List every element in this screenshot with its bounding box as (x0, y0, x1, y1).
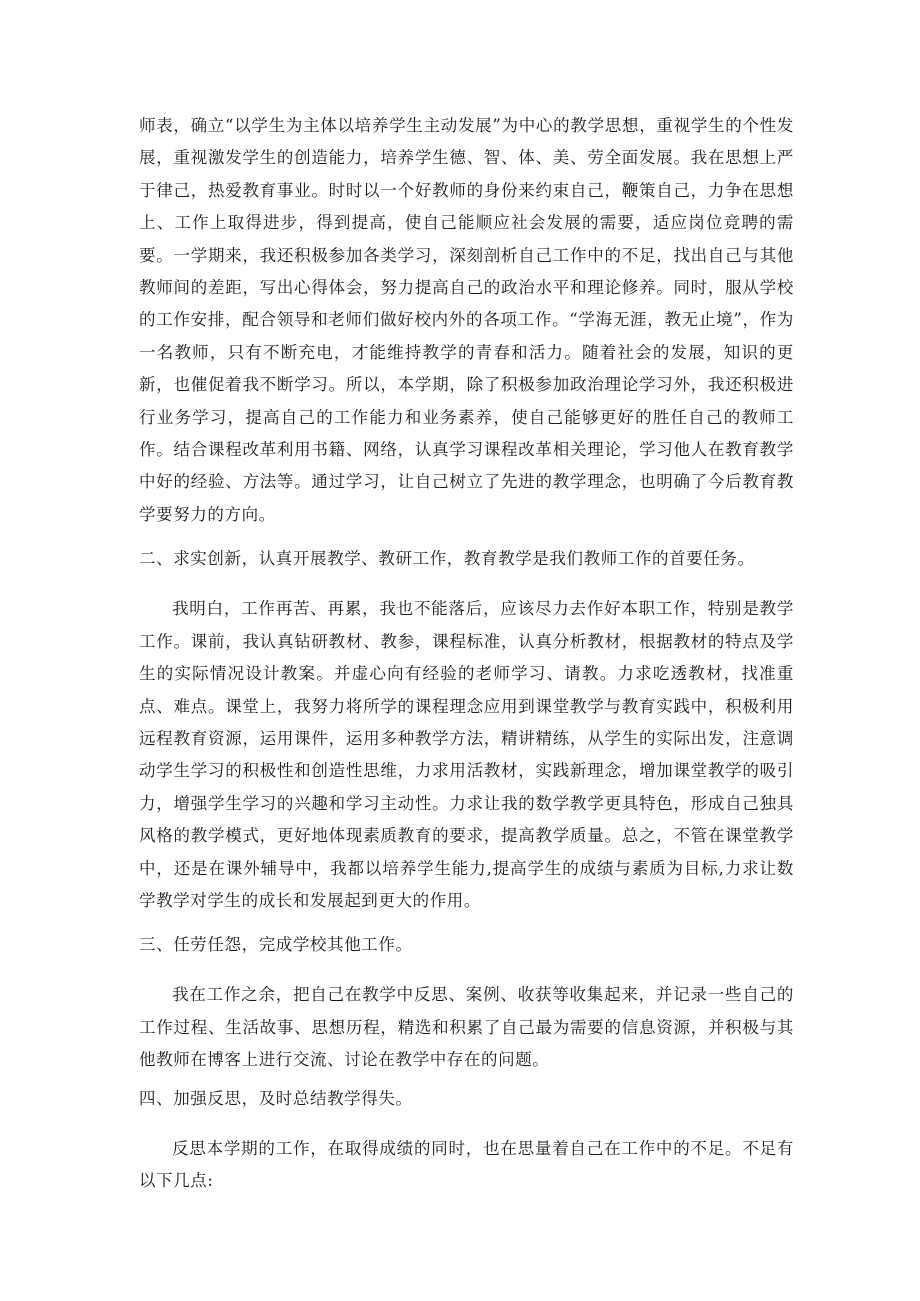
body-paragraph: 反思本学期的工作，在取得成绩的同时，也在思量着自己在工作中的不足。不足有以下几点: (139, 1138, 794, 1190)
document-page (139, 110, 794, 1197)
section-heading: 三、任劳任怨，完成学校其他工作。 (139, 935, 413, 955)
body-paragraph: 我明白，工作再苦、再累，我也不能落后，应该尽力去作好本职工作，特别是教学工作。课前，我认真钻研教材、教参，课程标准，认真分析教材，根据教材的特点及学生的实际情况设计教案。并虚心向有经验的老师学习、请教。力求吃透教材，找准重点、难点。课堂上，我努力将所学的课程理念应用到课堂教学与教育实践中，积极利用远程教育资源，运用课件，运用多种教学方法，精讲精练，从学生的实际出发，注意调动学生学习的积极性和创造性思维，力求用活教材，实践新理念，增加课堂教学的吸引力，增强学生学习的兴趣和学习主动性。力求让我的数学教学更具特色，形成自己独具风格的教学模式，更好地体现素质教育的要求，提高教学质量。总之，不管在课堂教学中，还是在课外辅导中，我都以培养学生能力,提高学生的成绩与素质为目标,力求让数学教学对学生的成长和发展起到更大的作用。 (139, 599, 794, 910)
section-heading: 二、求实创新，认真开展教学、教研工作，教育教学是我们教师工作的首要任务。 (139, 549, 755, 569)
section-heading: 四、加强反思，及时总结教学得失。 (139, 1088, 413, 1108)
body-paragraph: 师表，确立“以学生为主体以培养学生主动发展”为中心的教学思想，重视学生的个性发展，重视激发学生的创造能力，培养学生德、智、体、美、劳全面发展。我在思想上严于律己，热爱教育事业。时时以一个好教师的身份来约束自己，鞭策自己，力争在思想上、工作上取得进步，得到提高，使自己能顺应社会发展的需要，适应岗位竞聘的需要。一学期来，我还积极参加各类学习，深刻剖析自己工作中的不足，找出自己与其他教师间的差距，写出心得体会，努力提高自己的政治水平和理论修养。同时，服从学校的工作安排，配合领导和老师们做好校内外的各项工作。“学海无涯，教无止境”，作为一名教师，只有不断充电，才能维持教学的青春和活力。随着社会的发展，知识的更新，也催促着我不断学习。所以，本学期，除了积极参加政治理论学习外，我还积极进行业务学习，提高自己的工作能力和业务素养，使自己能够更好的胜任自己的教师工作。结合课程改革利用书籍、网络，认真学习课程改革相关理论，学习他人在教育教学中好的经验、方法等。通过学习，让自己树立了先进的教学理念，也明确了今后教育教学要努力的方向。 (139, 116, 794, 524)
body-paragraph: 我在工作之余，把自己在教学中反思、案例、收获等收集起来，并记录一些自己的工作过程、生活故事、思想历程，精选和积累了自己最为需要的信息资源，并积极与其他教师在博客上进行交流、讨论在教学中存在的问题。 (139, 985, 794, 1070)
